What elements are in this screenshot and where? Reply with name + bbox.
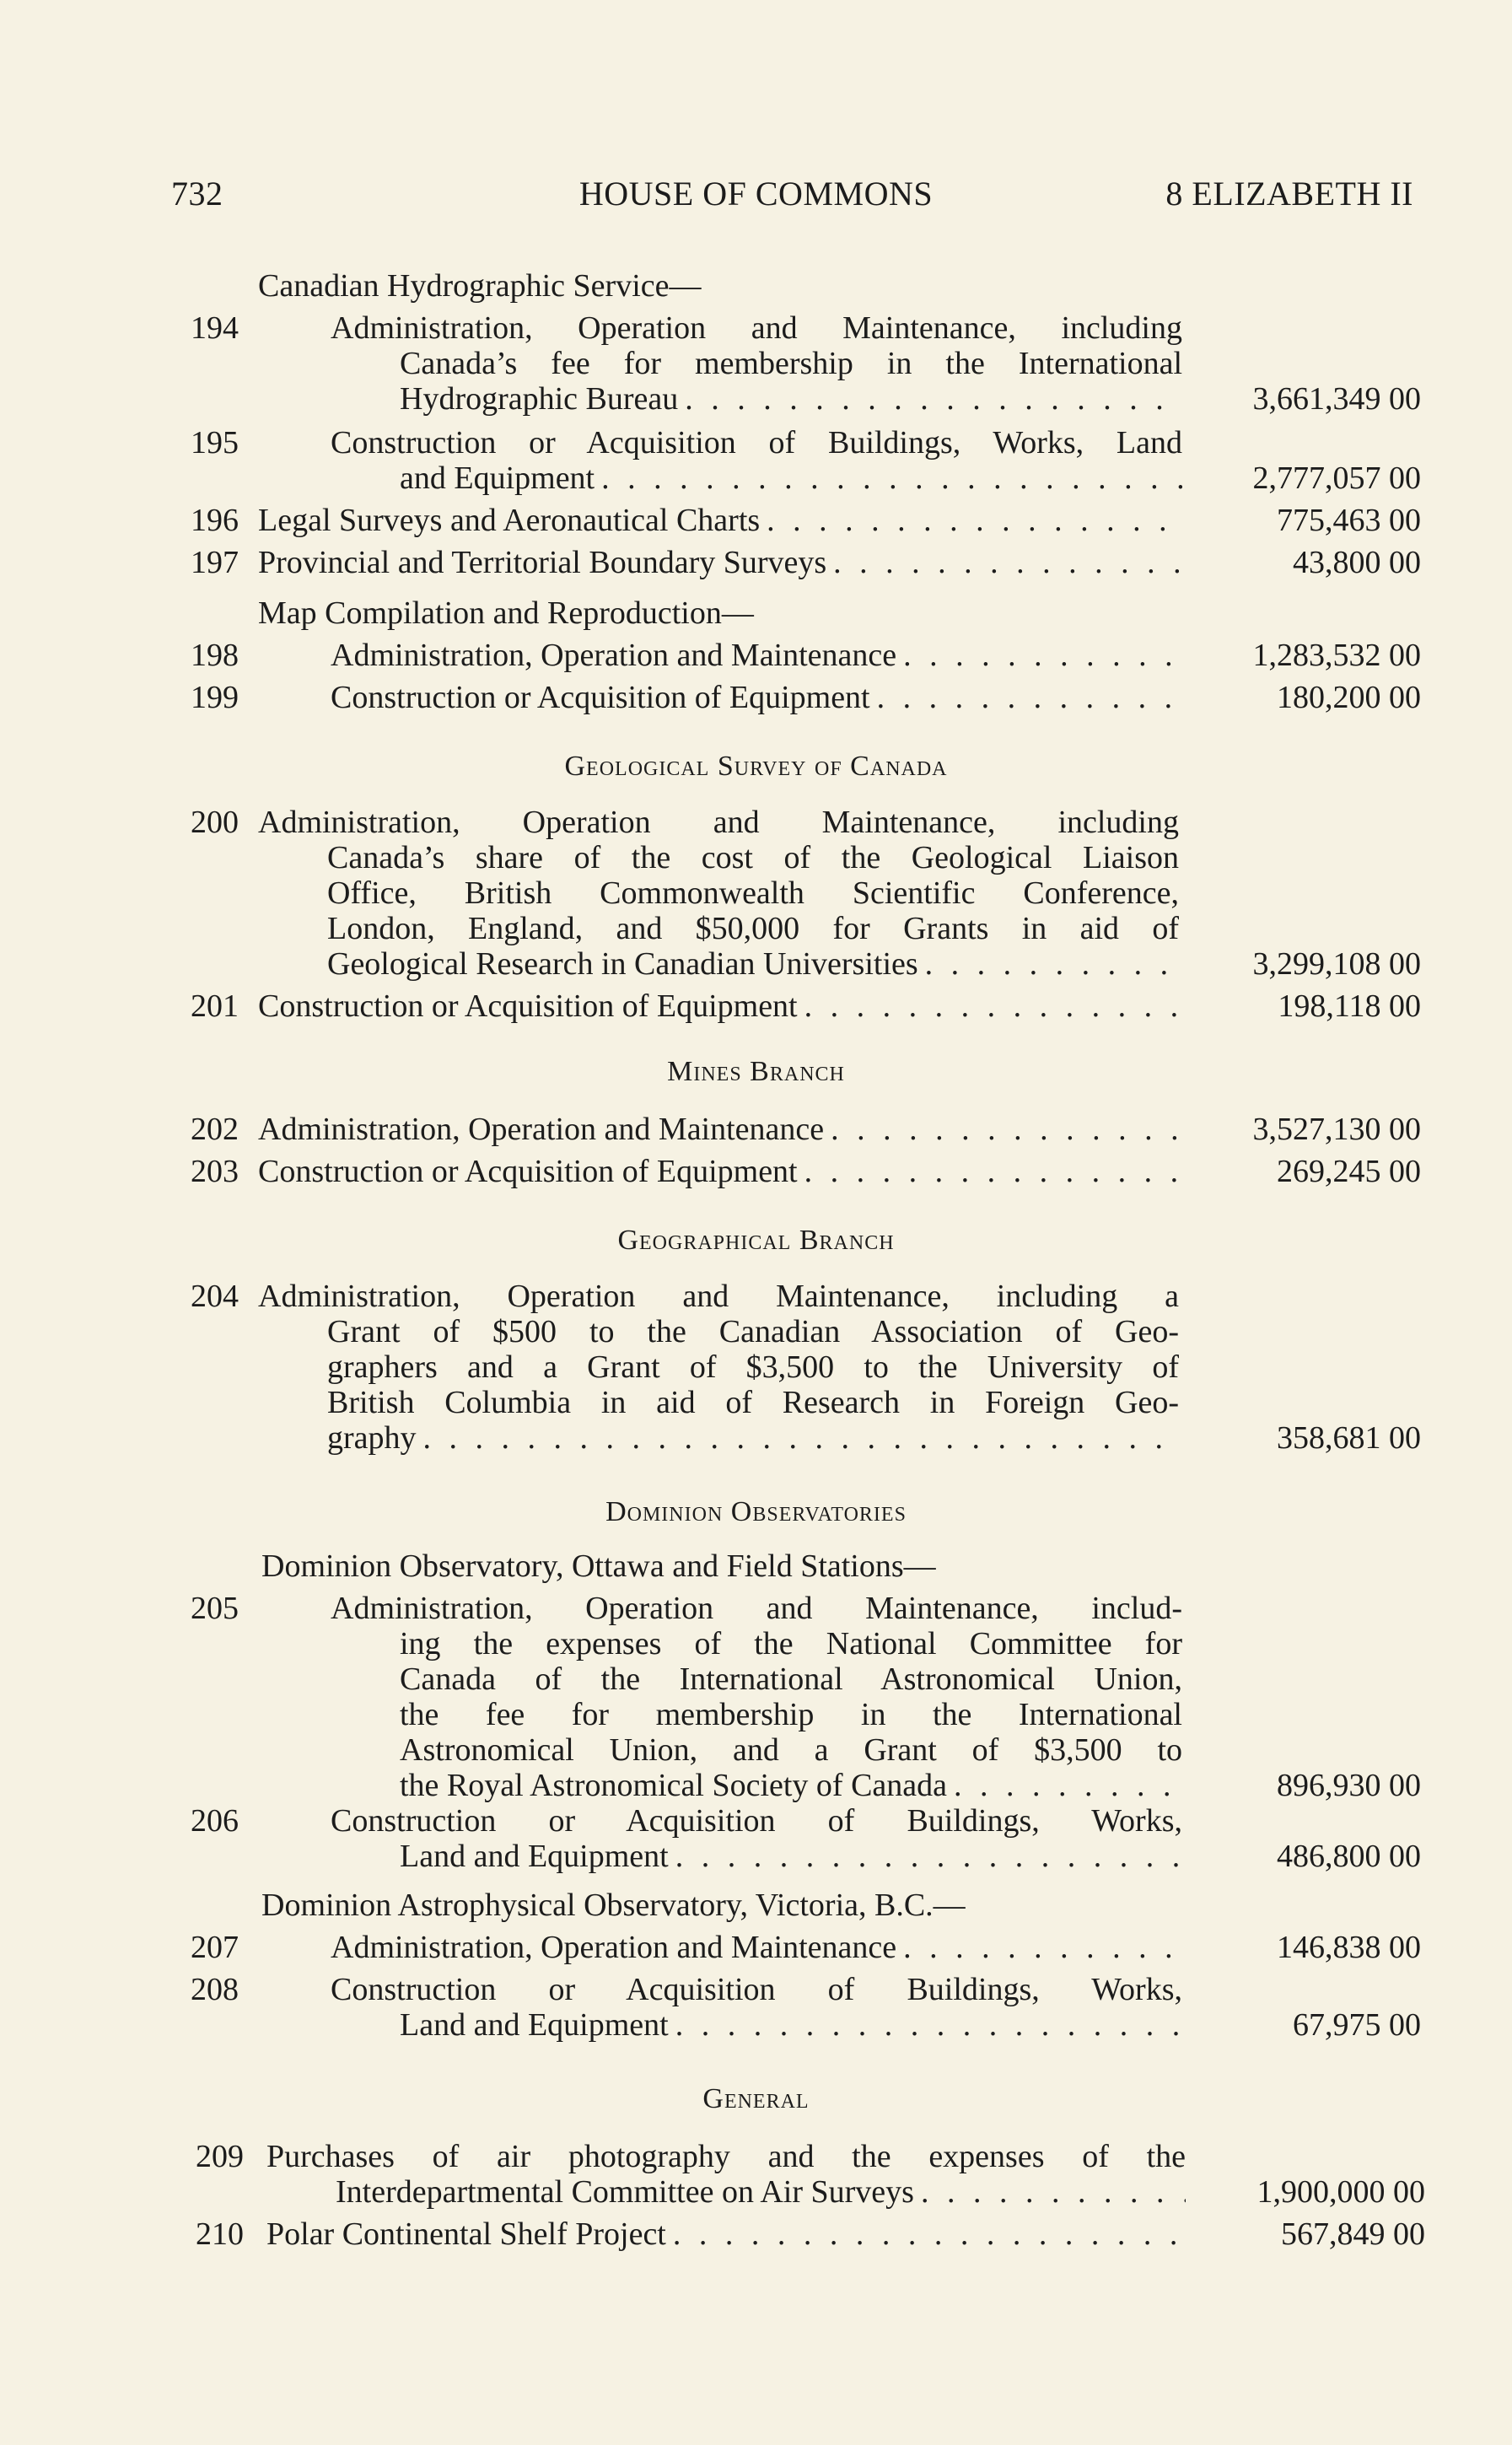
subheading-map-compilation: Map Compilation and Reproduction— [258,595,754,631]
item-amount: 567,849 00 [1281,2216,1425,2252]
item-amount: 896,930 00 [1277,1768,1421,1803]
item-number: 195 [191,425,239,460]
running-title: HOUSE OF COMMONS [578,175,934,213]
heading-dominion-observatories: Dominion Observatories [605,1496,907,1527]
item-description: Administration, Operation and Maintenance . . . [258,1112,1179,1147]
item-number: 207 [191,1930,239,1965]
item-number: 204 [191,1279,239,1314]
item-description: Administration, Operation and Maintenance . . . [331,638,1182,673]
heading-general: General [702,2083,810,2114]
page-number: 732 [171,175,223,213]
item-description: Construction or Acquisition of Buildings, Works, Land and Equipment . . . [331,1972,1182,2043]
item-amount: 67,975 00 [1293,2007,1421,2043]
item-amount: 1,900,000 00 [1256,2174,1425,2210]
item-description: Purchases of air photography and the expenses of the Interdepartmental Committee on Air Surveys . . . [266,2139,1186,2210]
subheading-ottawa-observatory: Dominion Observatory, Ottawa and Field Stations— [261,1548,936,1584]
item-amount: 358,681 00 [1277,1420,1421,1456]
item-number: 198 [191,638,239,673]
subheading-hydrographic: Canadian Hydrographic Service— [258,268,702,304]
item-amount: 775,463 00 [1277,503,1421,538]
item-amount: 486,800 00 [1277,1839,1421,1874]
heading-geographical-branch: Geographical Branch [617,1225,895,1256]
item-description: Construction or Acquisition of Equipment . . . [258,988,1179,1024]
heading-geological-survey: Geological Survey of Canada [564,751,948,782]
item-description: Administration, Operation and Maintenance . . . [331,1930,1182,1965]
item-number: 196 [191,503,239,538]
item-number: 208 [191,1972,239,2007]
item-description: Administration, Operation and Maintenance, including a Grant of $500 to the Canadian Association of Geo- graphers and a Grant of $3,500 to the University of British Columbia in aid of Research in Foreign Geo- graphy . . . [258,1279,1179,1456]
item-description: Provincial and Territorial Boundary Surveys . . . [258,545,1179,580]
item-amount: 1,283,532 00 [1252,638,1421,673]
item-number: 200 [191,805,239,840]
item-number: 206 [191,1803,239,1839]
item-number: 210 [196,2216,244,2252]
item-description: Construction or Acquisition of Equipment . . . [331,680,1182,715]
item-description: Construction or Acquisition of Equipment . . . [258,1154,1179,1189]
item-number: 199 [191,680,239,715]
item-amount: 3,661,349 00 [1252,381,1421,417]
item-amount: 180,200 00 [1277,680,1421,715]
item-description: Administration, Operation and Maintenance, including Canada’s fee for membership in the International Hydrographic Bureau . . . [331,310,1182,417]
item-number: 203 [191,1154,239,1189]
item-amount: 198,118 00 [1278,988,1421,1024]
item-number: 194 [191,310,239,346]
item-amount: 3,527,130 00 [1252,1112,1421,1147]
regnal-year: 8 ELIZABETH II [1165,175,1413,213]
item-number: 197 [191,545,239,580]
item-amount: 3,299,108 00 [1252,946,1421,982]
item-amount: 269,245 00 [1277,1154,1421,1189]
item-number: 209 [196,2139,244,2174]
item-amount: 146,838 00 [1277,1930,1421,1965]
item-number: 201 [191,988,239,1024]
item-description: Legal Surveys and Aeronautical Charts . . . [258,503,1179,538]
item-number: 205 [191,1591,239,1626]
item-number: 202 [191,1112,239,1147]
item-amount: 2,777,057 00 [1252,460,1421,496]
item-description: Construction or Acquisition of Buildings, Works, Land and Equipment . . . [331,425,1182,496]
item-description: Administration, Operation and Maintenance, including Canada’s share of the cost of the Geological Liaison Office, British Commonwealth Scientific Conference, London, England, and $50,000 for Grants in aid of Geological Research in Canadian Universities . . . [258,805,1179,982]
item-description: Polar Continental Shelf Project . . . [266,2216,1186,2252]
item-description: Administration, Operation and Maintenance, includ- ing the expenses of the National Committee for Canada of the International Astronomical Union, the fee for membership in the International Astronomical Union, and a Grant of $3,500 to the Royal Astronomical Society of Canada . . . [331,1591,1182,1803]
item-amount: 43,800 00 [1293,545,1421,580]
subheading-victoria-observatory: Dominion Astrophysical Observatory, Victoria, B.C.— [261,1888,966,1923]
item-description: Construction or Acquisition of Buildings, Works, Land and Equipment . . . [331,1803,1182,1874]
heading-mines-branch: Mines Branch [667,1056,845,1087]
